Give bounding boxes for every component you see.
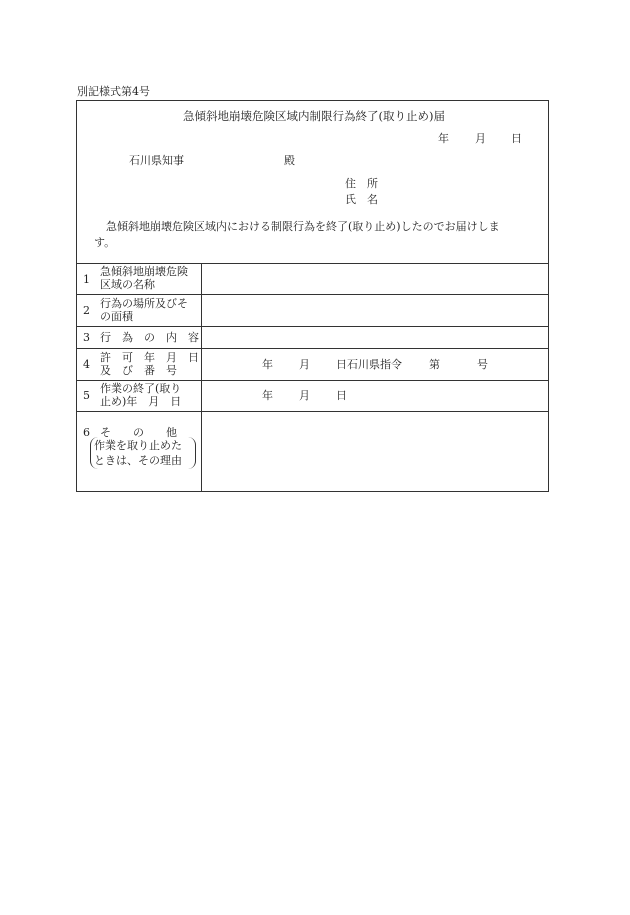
end-day-label: 日 (336, 389, 347, 402)
row-divider (77, 326, 548, 327)
row-number: 3 (83, 331, 90, 344)
date-month-label: 月 (475, 132, 486, 145)
addressee-honorific: 殿 (284, 154, 295, 167)
row-divider (77, 411, 548, 412)
reason-note: 作業を取り止めた ときは、その理由 (90, 437, 196, 469)
date-year-label: 年 (438, 132, 449, 145)
declaration-line-1: 急傾斜地崩壊危険区域内における制限行為を終了(取り止め)したのでお届けしま (106, 220, 500, 233)
end-year-label: 年 (262, 389, 273, 402)
row-divider (77, 348, 548, 349)
declaration-line-2: す。 (94, 236, 116, 249)
notification-form (76, 100, 549, 492)
permit-day-directive-label: 日石川県指令 (336, 358, 402, 371)
permit-year-label: 年 (262, 358, 273, 371)
row-number: 4 (83, 358, 90, 371)
row-number: 6 (83, 426, 90, 439)
name-label: 氏 名 (345, 193, 378, 206)
row-number: 2 (83, 304, 90, 317)
form-title: 急傾斜地崩壊危険区域内制限行為終了(取り止め)届 (183, 109, 445, 123)
row-label: 許 可 年 月 日 及 び 番 号 (100, 351, 199, 377)
end-month-label: 月 (299, 389, 310, 402)
form-number: 別記様式第4号 (77, 85, 150, 98)
row-number: 1 (83, 273, 90, 286)
row-label: そ の 他 (100, 426, 177, 439)
row-label: 作業の終了(取り 止め)年 月 日 (100, 382, 182, 408)
permit-go-label: 号 (477, 358, 488, 371)
address-label: 住 所 (345, 177, 378, 190)
addressee-name: 石川県知事 (129, 154, 184, 167)
permit-dai-label: 第 (429, 358, 440, 371)
row-number: 5 (83, 389, 90, 402)
column-divider (201, 263, 202, 492)
permit-month-label: 月 (299, 358, 310, 371)
row-label: 行為の場所及びそ の面積 (100, 297, 188, 323)
row-divider (77, 380, 548, 381)
row-divider (77, 294, 548, 295)
row-label: 行 為 の 内 容 (100, 331, 199, 344)
row-label: 急傾斜地崩壊危険 区域の名称 (100, 265, 188, 291)
date-day-label: 日 (511, 132, 522, 145)
table-top-border (77, 263, 548, 264)
